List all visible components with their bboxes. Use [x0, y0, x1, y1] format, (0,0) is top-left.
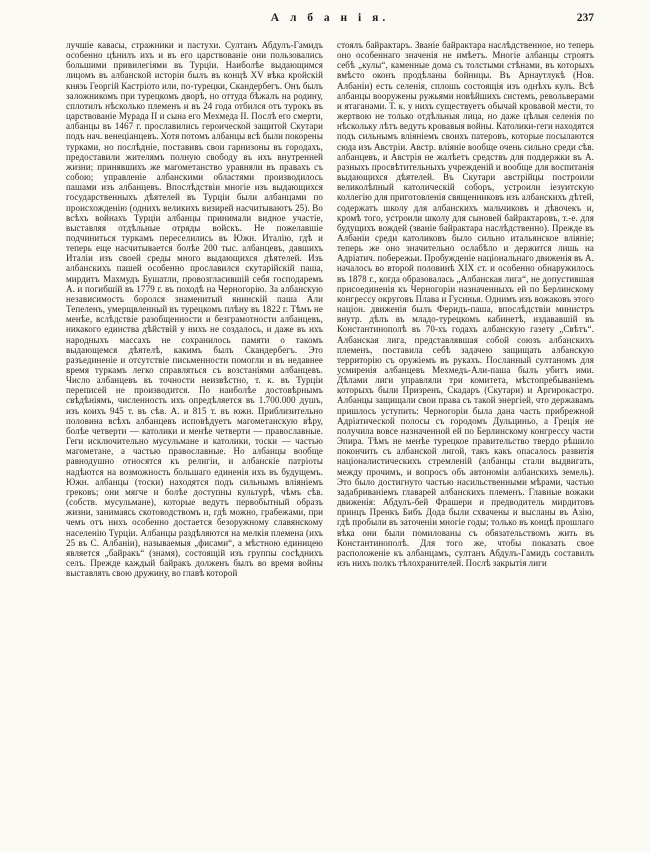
page-number: 237	[576, 12, 594, 24]
text-columns	[66, 40, 594, 832]
article-title: А л б а н і я.	[270, 12, 390, 24]
text-column-left: лучшіе кавасы, стражники и пастухи. Султанъ Абдулъ-Гамидъ особенно цѣнилъ ихъ и въ его царствованіе они пользовались большими привилегіями въ Турціи. Наиболѣе выдающимся лицомъ въ албанской исторіи былъ въ концѣ XV вѣка кройскій князь Георгій Кастріото или, по-турецки, Скандербегъ. Онъ былъ заложникомъ при турецкомъ дворѣ, но оттуда бѣжалъ на родину, сплотилъ нѣсколько племенъ и въ 24 года отбился отъ турокъ въ царствованіе Мурада II и сына его Мехмеда II. Послѣ его смерти, албанцы въ 1467 г. прославились героической защитой Скутари подъ нач. венеціанцевъ. Хотя потомъ албанцы всѣ были покорены турками, но послѣдніе, поставивъ свои гарнизоны въ городахъ, предоставили жителямъ полную свободу въ ихъ внутренней жизни; принявшихъ же магометанство уравняли въ правахъ съ собою; управленіе албанскими областями производилось пашами изъ албанцевъ. Впослѣдствіи многіе изъ выдающихся государственныхъ дѣятелей въ Турціи были албанцами по происхожденію (однихъ великихъ визирей насчитываютъ 25). Во всѣхъ войнахъ Турціи албанцы принимали видное участіе, выставляя отдѣльные отряды войскъ. Не пожелавшіе подчиниться туркамъ переселились въ Южн. Италію, гдѣ и теперь еще насчитывается болѣе 200 тыс. албанцевъ, давшихъ Италіи изъ своей среды много выдающихся дѣятелей. Изъ албанскихъ пашей особенно прославился скутарійскій паша, мирдитъ Махмудъ Бушатли, провозгласившій себя господаремъ А. и погибшій въ 1779 г. въ походѣ на Черногорію. За албанскую независимость боролся знаменитый янинскій паша Али Тепеленъ, умерщвленный въ турецкомъ плѣну въ 1822 г. Тѣмъ не менѣе, вслѣдствіе разобщенности и безграмотности албанцевъ, никакого единства дѣйствій у нихъ не создалось, и даже въ ихъ народныхъ массахъ не сохранилось памяти о такомъ выдающемся дѣятелѣ, какимъ былъ Скандербегъ. Это разъединеніе и отсутствіе письменности помогли и въ недавнее время туркамъ легко справляться съ возстаніями албанцевъ. Число албанцевъ въ точности неизвѣстно, т. к. въ Турціи переписей не производится. По наиболѣе достовѣрнымъ свѣдѣніямъ, численность ихъ опредѣляется въ 1.700.000 душъ, изъ коихъ 945 т. въ сѣв. А. и 815 т. въ южн. Приблизительно половина всѣхъ албанцевъ исповѣдуетъ магометанскую вѣру, болѣе четверти — католики и менѣе четверти — православные. Геги исключительно мусульмане и католики, тоски — частью магометане, а частью православные. Но албанцы вообще равнодушно относятся къ религіи, и албанскіе патріоты надѣются на возможность большаго единенія ихъ въ будущемъ. Южн. албанцы (тоски) находятся подъ сильнымъ вліяніемъ грековъ; они мягче и болѣе доступны культурѣ, чѣмъ сѣв. (собств. мусульмане), которые ведутъ первобытный образъ жизни, занимаясь скотоводствомъ и, гдѣ можно, грабежами, при чемъ отъ нихъ особенно достается безоружному славянскому населенію Турціи. Албанцы раздѣляются на мелкія племена (ихъ 25 въ С. Албаніи), называемыя „фисами“, а мѣстною единицею является „байракъ“ (знамя), состоящій изъ группы сосѣднихъ селъ. Прежде каждый байракъ долженъ былъ во время войны выставлять свою дружину, во главѣ которой	[66, 40, 323, 579]
text-column-right: стоялъ байрактаръ. Званіе байрактара наслѣдственное, но теперь оно особеннаго значенія не имѣетъ. Многіе албанцы строятъ себѣ „кулы“, каменные дома съ толстыми стѣнами, въ которыхъ вмѣсто оконъ продѣланы бойницы. Въ Арнаутлукѣ (Нов. Албаніи) есть селенія, сплошь состоящія изъ однѣхъ кулъ. Всѣ албанцы вооружены ружьями новѣйшихъ системъ, револьверами и ятаганами. Т. к. у нихъ существуетъ обычай кровавой мести, то жертвою не только отдѣльныя лица, но даже цѣлыя селенія по нѣскольку лѣтъ ведутъ кровавыя войны. Католики-геги находятся подъ сильнымъ вліяніемъ своихъ патеровъ, которые посылаются сюда изъ Австріи. Австр. вліяніе вообще очень сильно среди сѣв. албанцевъ, и Австрія не жалѣетъ средствъ для поддержки въ А. разныхъ просвѣтительныхъ учрежденій и вообще для воспитанія выдающихся дѣятелей. Въ Скутари австрійцы построили великолѣпный католическій соборъ, устроили іезуитскую коллегію для приготовленія священниковъ изъ албанскихъ дѣтей, содержатъ школу для албанскихъ мальчиковъ и дѣвочекъ и, кромѣ того, устроили школу для сыновей байрактаровъ, т.-е. для будущихъ вождей (званіе байрактара наслѣдственно). Прежде въ Албаніи среди католиковъ было сильно итальянское вліяніе; теперь же оно значительно ослабѣло и держится лишь на Адріатич. побережьи. Пробужденіе національнаго движенія въ А. началось во второй половинѣ XIX ст. и особенно обнаружилось въ 1878 г., когда образовалась „Албанская лига“, не допустившая присоединенія къ Черногоріи назначенныхъ ей по Берлинскому конгрессу округовъ Плава и Гусинья. Однимъ изъ вожаковъ этого націон. движенія былъ Феридъ-паша, впослѣдствіи министръ внутр. дѣлъ въ младо-турецкомъ кабинетѣ, издававшій въ Константинополѣ въ 70-хъ годахъ албанскую газету „Свѣтъ“. Албанская лига, представлявшая собой союзъ албанскихъ племенъ, поставила себѣ задачею защищать албанскую территорію съ оружіемъ въ рукахъ. Посланный султаномъ для усмиренія албанцевъ Мехмедъ-Али-паша былъ убитъ ими. Дѣлами лиги управляли три комитета, мѣстопребываніемъ которыхъ были Призренъ, Скадаръ (Скутари) и Аргирокастро. Албанцы защищали свои права съ такой энергіей, что державамъ пришлось уступить: Черногоріи была дана часть прибрежной Адріатической полосы съ городомъ Дульциньо, а Греція не получила вовсе назначенной ей по Берлинскому конгрессу части Эпира. Тѣмъ не менѣе турецкое правительство твердо рѣшило покончить съ албанской лигой, такъ какъ опасалось развитія націоналистическихъ стремленій (албанцы стали выдвигать, между прочимъ, и вопросъ объ автономіи албанскихъ земель). Это было достигнуто частью насильственными мѣрами, частью задабриваніемъ главарей албанскихъ племенъ. Главные вожаки движенія: Абдулъ-бей Фрашери и предводитель мирдитовъ принцъ Пренкъ Бибъ Дода были схвачены и высланы въ Азію, гдѣ пробыли въ заточеніи многіе годы; только въ концѣ прошлаго вѣка они были помилованы съ обязательствомъ жить въ Константинополѣ. Для того же, чтобы показать свое расположеніе къ албанцамъ, султанъ Абдулъ-Гамидъ составилъ изъ нихъ полкъ тѣлохранителей. Послѣ закрытія лиги	[337, 40, 594, 568]
running-header	[66, 12, 594, 32]
